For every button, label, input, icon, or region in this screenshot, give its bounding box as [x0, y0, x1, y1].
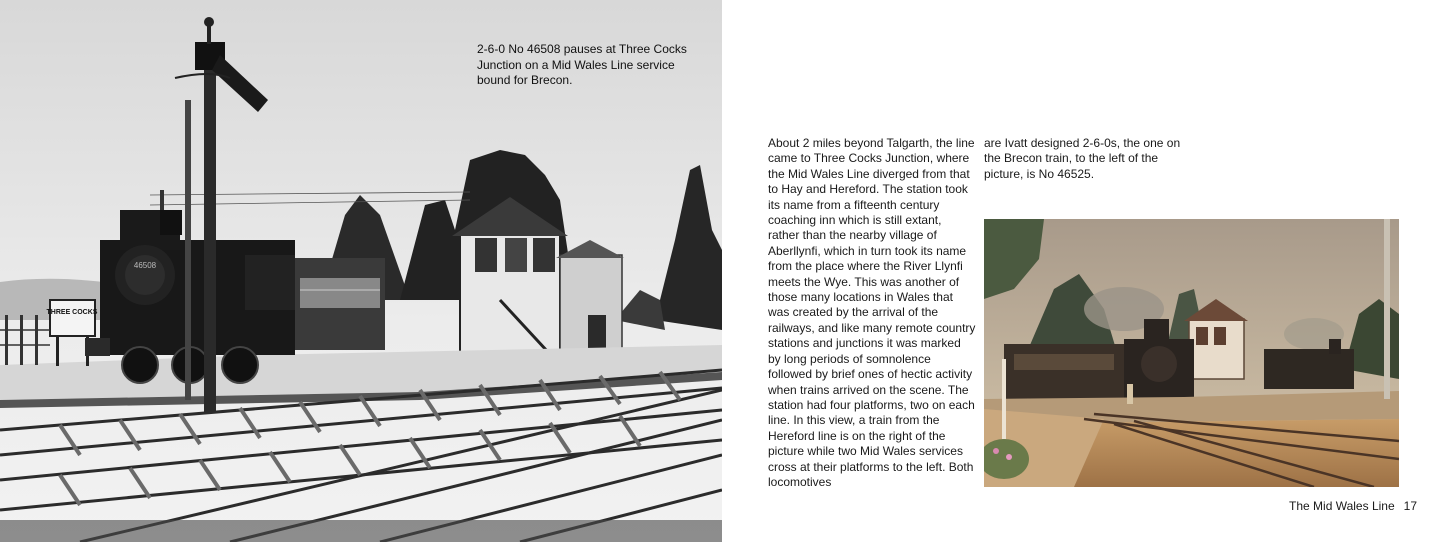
- page-footer: [1289, 499, 1417, 513]
- station-sign-text: THREE COCKS: [46, 309, 98, 316]
- photo-caption: 2-6-0 No 46508 pauses at Three Cocks Junction on a Mid Wales Line service bound for Brecon.: [477, 42, 687, 87]
- body-text-column-2: are Ivatt designed 2-6-0s, the one on the Brecon train, to the left of the picture, is No 46525.: [984, 136, 1181, 181]
- body-text-column-1: About 2 miles beyond Talgarth, the line came to Three Cocks Junction, where the Mid Wales Line diverged from that to Hay and Hereford. The station took its name from a fifteenth century coaching inn which is still extant, rather than the nearby village of Aberllynfi, which in turn took its name from the place where the River Llynfi meets the Wye. This was another of those many locations in Wales that was created by the arrival of the railways, and like many remote country stations and junctions it was marked by long periods of somnolence followed by brief ones of hectic activity when trains arrived on the scene. The station had four platforms, two on each line. In this view, a train from the Hereford line is on the right of the picture while two Mid Wales services cross at their platforms to the left. Both locomotives: [768, 136, 976, 489]
- photo-colour-drawing: [984, 219, 1399, 487]
- photo-three-cocks-colour: [984, 219, 1399, 487]
- loco-number-plate: 46508: [133, 261, 157, 270]
- running-title: The Mid Wales Line: [1289, 499, 1395, 513]
- page-number: 17: [1403, 499, 1417, 513]
